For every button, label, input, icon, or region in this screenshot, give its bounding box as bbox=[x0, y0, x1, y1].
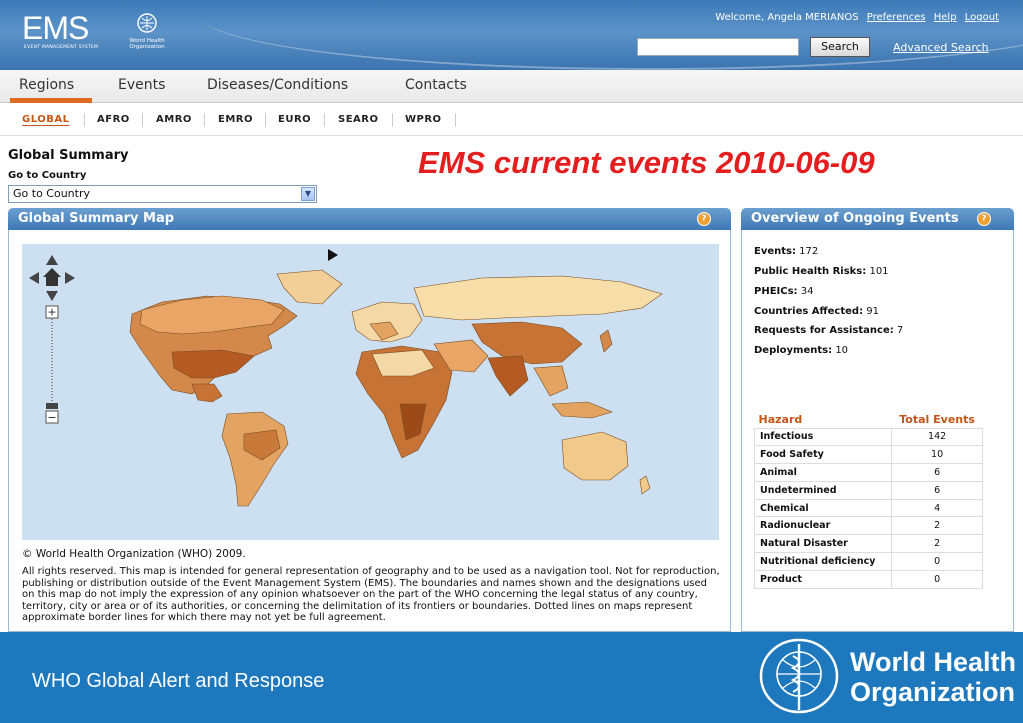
hazard-total: 4 bbox=[892, 499, 983, 517]
stat-public-health-risks bbox=[754, 266, 889, 277]
header-bar bbox=[0, 0, 1023, 70]
overview-panel-header bbox=[741, 208, 1014, 230]
subnav-divider bbox=[265, 113, 266, 127]
hazard-total: 142 bbox=[892, 428, 983, 446]
stat-countries-affected bbox=[754, 306, 879, 317]
hazard-total: 10 bbox=[892, 446, 983, 464]
subnav-divider bbox=[204, 113, 205, 127]
logout-link[interactable]: Logout bbox=[964, 12, 999, 23]
stat-value: 172 bbox=[799, 246, 819, 257]
hazard-total: 6 bbox=[892, 481, 983, 499]
subnav-divider bbox=[455, 113, 456, 127]
preferences-link[interactable]: Preferences bbox=[866, 12, 926, 23]
table-row bbox=[755, 464, 983, 482]
map-panel-header bbox=[8, 208, 731, 230]
region-tab-emro[interactable]: EMRO bbox=[218, 114, 253, 125]
advanced-search-link[interactable]: Advanced Search bbox=[893, 41, 989, 54]
hazard-total: 0 bbox=[892, 553, 983, 571]
world-map-graphic bbox=[22, 244, 719, 540]
who-wordmark-line2: Organization bbox=[850, 677, 1016, 707]
who-emblem-small-icon bbox=[136, 12, 158, 34]
table-row bbox=[755, 446, 983, 464]
hazard-name: Food Safety bbox=[755, 446, 892, 464]
welcome-text: Welcome, Angela MERIANOS bbox=[715, 12, 859, 23]
table-row bbox=[755, 428, 983, 446]
search-button[interactable]: Search bbox=[810, 37, 870, 57]
stat-requests-for-assistance bbox=[754, 325, 903, 336]
stat-value: 101 bbox=[869, 266, 889, 277]
stat-label: Events: bbox=[754, 246, 796, 257]
who-wordmark bbox=[850, 647, 1016, 707]
search-input[interactable] bbox=[637, 38, 799, 56]
hazard-name: Product bbox=[755, 570, 892, 588]
table-row bbox=[755, 517, 983, 535]
hazard-table bbox=[754, 411, 983, 589]
region-tab-wpro[interactable]: WPRO bbox=[405, 114, 442, 125]
help-link[interactable]: Help bbox=[933, 12, 957, 23]
stat-label: Requests for Assistance: bbox=[754, 325, 894, 336]
hazard-name: Infectious bbox=[755, 428, 892, 446]
map-panel-title: Global Summary Map bbox=[18, 211, 175, 226]
header-decoration bbox=[200, 0, 1023, 70]
stat-pheics bbox=[754, 286, 813, 297]
hazard-name: Undetermined bbox=[755, 481, 892, 499]
main-navigation bbox=[0, 70, 1023, 103]
table-row bbox=[755, 553, 983, 571]
nav-tab-contacts[interactable]: Contacts bbox=[405, 77, 467, 93]
active-tab-indicator bbox=[10, 98, 92, 103]
footer-title: WHO Global Alert and Response bbox=[32, 670, 325, 692]
map-pan-control[interactable] bbox=[27, 253, 77, 303]
help-icon[interactable]: ? bbox=[697, 212, 711, 226]
hazard-name: Radionuclear bbox=[755, 517, 892, 535]
region-tab-global[interactable]: GLOBAL bbox=[22, 114, 70, 125]
hazard-name: Chemical bbox=[755, 499, 892, 517]
nav-tab-events[interactable]: Events bbox=[118, 77, 166, 93]
ems-logo-text: EMS bbox=[22, 10, 89, 46]
region-tab-afro[interactable]: AFRO bbox=[97, 114, 130, 125]
subnav-divider bbox=[84, 113, 85, 127]
region-subnavigation bbox=[0, 104, 1023, 136]
page-title: Global Summary bbox=[8, 148, 129, 163]
ems-logo-subtitle: EVENT MANAGEMENT SYSTEM bbox=[24, 45, 99, 50]
table-row bbox=[755, 535, 983, 553]
nav-tab-regions[interactable]: Regions bbox=[19, 77, 75, 93]
slide-headline: EMS current events 2010-06-09 bbox=[418, 145, 875, 180]
hazard-total: 2 bbox=[892, 517, 983, 535]
mouse-pointer-icon bbox=[328, 249, 338, 261]
stat-value: 10 bbox=[835, 345, 849, 356]
stat-label: Public Health Risks: bbox=[754, 266, 867, 277]
nav-tab-diseases-conditions[interactable]: Diseases/Conditions bbox=[207, 77, 349, 93]
region-tab-euro[interactable]: EURO bbox=[278, 114, 312, 125]
who-small-logo-text: World Health Organization bbox=[129, 38, 165, 50]
stat-events bbox=[754, 246, 818, 257]
hazard-name: Nutritional deficiency bbox=[755, 553, 892, 571]
goto-country-select[interactable] bbox=[8, 185, 317, 203]
subnav-divider bbox=[324, 113, 325, 127]
subnav-divider bbox=[392, 113, 393, 127]
hazard-total: 6 bbox=[892, 464, 983, 482]
table-row bbox=[755, 570, 983, 588]
hazard-column-header: Hazard bbox=[758, 412, 803, 426]
region-tab-searo[interactable]: SEARO bbox=[338, 114, 379, 125]
total-events-column-header: Total Events bbox=[899, 412, 975, 426]
hazard-total: 2 bbox=[892, 535, 983, 553]
table-row bbox=[755, 481, 983, 499]
map-disclaimer: All rights reserved. This map is intended for general representation of geography and to be used as a navigation tool. Not for reproduction, publishing or distribution outside of the Event Management System (EMS). The boundaries and names shown and the designations used on this map do not imply the expression of any opinion whatsoever on the part of the WHO concerning the legal status of any country, territory, city or area or of its authorities, or concerning the delimitation of its frontiers or boundaries. Dotted lines on maps represent approximate border lines for which there may not yet be full agreement. bbox=[22, 566, 720, 623]
map-zoom-slider[interactable] bbox=[45, 305, 59, 425]
stat-value: 91 bbox=[866, 306, 879, 317]
overview-panel-title: Overview of Ongoing Events bbox=[751, 211, 959, 226]
goto-country-label: Go to Country bbox=[8, 170, 87, 181]
slide-footer bbox=[0, 632, 1023, 723]
chevron-down-icon[interactable]: ▼ bbox=[301, 187, 315, 201]
stat-label: PHEICs: bbox=[754, 286, 798, 297]
who-wordmark-line1: World Health bbox=[850, 647, 1017, 677]
goto-country-value: Go to Country bbox=[13, 187, 90, 200]
hazard-name: Natural Disaster bbox=[755, 535, 892, 553]
region-tab-amro[interactable]: AMRO bbox=[156, 114, 192, 125]
hazard-name: Animal bbox=[755, 464, 892, 482]
svg-text:+: + bbox=[47, 305, 57, 319]
subnav-divider bbox=[142, 113, 143, 127]
world-map[interactable] bbox=[22, 244, 719, 540]
stat-deployments bbox=[754, 345, 848, 356]
who-emblem-icon bbox=[757, 636, 842, 716]
stat-label: Countries Affected: bbox=[754, 306, 864, 317]
hazard-total: 0 bbox=[892, 570, 983, 588]
map-copyright: © World Health Organization (WHO) 2009. bbox=[22, 548, 246, 560]
help-icon[interactable]: ? bbox=[977, 212, 991, 226]
who-small-logo bbox=[122, 12, 172, 54]
stat-value: 34 bbox=[800, 286, 814, 297]
user-welcome bbox=[715, 12, 999, 23]
ems-logo[interactable] bbox=[22, 12, 172, 54]
svg-text:−: − bbox=[47, 411, 57, 424]
stat-value: 7 bbox=[896, 325, 904, 336]
table-row bbox=[755, 499, 983, 517]
hazard-table-header bbox=[755, 411, 983, 428]
stat-label: Deployments: bbox=[754, 345, 833, 356]
